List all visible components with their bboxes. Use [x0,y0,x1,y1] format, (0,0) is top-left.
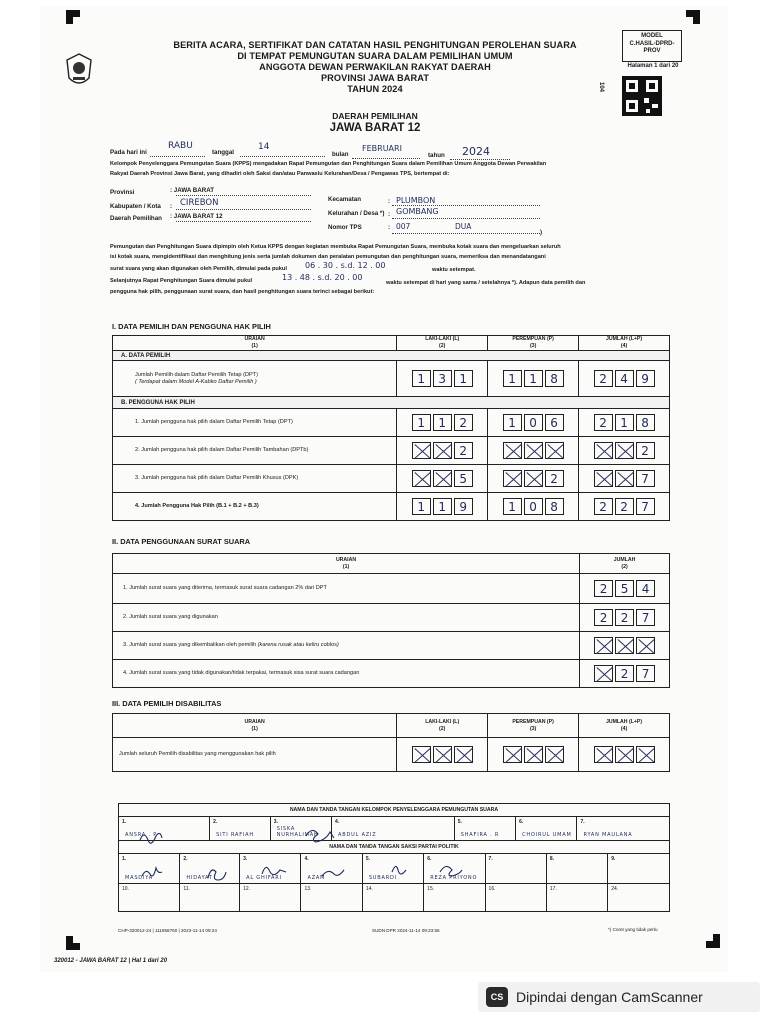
disability-table [112,713,670,772]
digit-box[interactable]: 1 [433,498,452,515]
digit-box[interactable] [433,442,452,459]
tahun-label: tahun [428,152,445,159]
tanggal-dots [240,156,325,157]
row-b2-laki[interactable] [397,442,487,459]
digit-box[interactable] [594,665,613,682]
table-row [113,604,670,632]
kecamatan-value[interactable]: PLUMBON [396,196,436,205]
kelurahan-dots [392,218,540,219]
row-b3-perempuan[interactable] [488,470,578,487]
digit-box[interactable]: 1 [433,414,452,431]
model-badge: MODEL C.HASIL-DPRD- PROV [622,30,682,62]
digit-box[interactable]: 2 [615,609,634,626]
hari-dots [150,156,205,157]
section-2-heading: II. DATA PENGGUNAAN SURAT SUARA [112,537,251,546]
digit-box[interactable] [524,470,543,487]
saksi-signature-2[interactable]: 2. HIDAYAT [180,854,240,884]
tahun-value[interactable]: 2024 [462,145,490,158]
kabupaten-colon: : [170,203,173,210]
row-b2-jumlah[interactable] [579,442,669,459]
saksi-signature-7[interactable]: 7. [485,854,546,884]
kpps-signature-3[interactable]: 3. SISKA NURHALIMAH [270,817,331,841]
digit-box[interactable]: 8 [545,498,564,515]
digit-box[interactable]: 4 [636,580,655,597]
camscanner-icon: CS [486,987,508,1007]
col-header-jumlah: JUMLAH (L+P) (4) [579,336,670,351]
digit-box[interactable] [615,442,634,459]
table-row [113,465,670,493]
digit-box[interactable]: 2 [615,665,634,682]
row-a1-laki[interactable] [397,370,487,387]
ballot-row-2-value[interactable] [580,609,669,626]
digit-box[interactable] [594,442,613,459]
table-row [113,574,670,604]
kecamatan-dots [392,205,540,206]
digit-box[interactable] [636,637,655,654]
body-line-2: isi kotak suara, mengidentifikasi dan menghitung jenis serta jumlah dokumen dan peralatan pemungutan dan penghitungan suara, memeriksa dan menandatangani [110,254,546,260]
saksi-signature-14[interactable]: 14. [362,884,423,912]
digit-box[interactable] [503,746,522,763]
saksi-signature-header: NAMA DAN TANDA TANGAN SAKSI PARTAI POLITIK [119,841,670,854]
digit-box[interactable] [433,746,452,763]
footer-mid: SUDN DPR 2024-11-14 09:23:56 [372,928,440,933]
saksi-signature-8[interactable]: 8. [546,854,607,884]
digit-box[interactable] [545,442,564,459]
saksi-signature-3[interactable]: 3. AL GHIFARI [240,854,301,884]
kelurahan-colon: : [388,211,391,218]
table-row [113,632,670,660]
digit-box[interactable]: 1 [615,414,634,431]
hari-value[interactable]: RABU [168,141,193,151]
registration-mark-bottom-left [66,936,80,950]
digit-box[interactable]: 1 [412,414,431,431]
row-b4-jumlah[interactable] [579,498,669,515]
page-footer: 320012 - JAWA BARAT 12 | Hal 1 dari 20 [54,958,168,964]
digit-box[interactable] [594,470,613,487]
digit-box[interactable] [615,470,634,487]
digit-box[interactable]: 3 [433,370,452,387]
row-a1-perempuan[interactable] [488,370,578,387]
row-a1-label: Jumlah Pemilih dalam Daftar Pemilih Tetap (DPT) ( Terdapat dalam Model A-Kabko Daftar Pemilih ) [113,361,397,397]
col-header-perempuan: PEREMPUAN (P) (3) [488,714,579,738]
digit-box[interactable] [454,746,473,763]
digit-box[interactable]: 2 [594,414,613,431]
digit-box[interactable]: 5 [454,470,473,487]
digit-box[interactable]: 7 [636,609,655,626]
body-line-4: Selanjutnya Rapat Penghitungan Suara dimulai pukul [110,278,253,284]
body-line-5: pengguna hak pilih, penggunaan surat suara, dan hasil penghitungan suara terinci sebagai berikut: [110,289,375,295]
voter-data-table [112,335,670,521]
provinsi-label: Provinsi [110,189,135,196]
bulan-value[interactable]: FEBRUARI [362,144,402,153]
kabupaten-label: Kabupaten / Kota [110,203,161,210]
kpps-signature-2[interactable]: 2. SITI RAFIAH [210,817,271,841]
col-header-uraian: URAIAN (1) [113,336,397,351]
electoral-district: DAERAH PEMILIHAN JAWA BARAT 12 [329,111,421,134]
digit-box[interactable] [412,746,431,763]
row-b1-perempuan[interactable] [488,414,578,431]
digit-box[interactable] [503,442,522,459]
ballot-row-4-label: 4. Jumlah surat suara yang tidak digunakan/tidak terpakai, termasuk sisa surat suara cadangan [113,660,580,688]
digit-box[interactable]: 4 [615,370,634,387]
disability-laki[interactable] [397,746,487,763]
digit-box[interactable]: 2 [636,442,655,459]
ballot-row-1-label: 1. Jumlah surat suara yang diterima, termasuk surat suara cadangan 2% dari DPT [113,574,580,604]
table-row [113,361,670,397]
row-b3-jumlah[interactable] [579,470,669,487]
table-row [113,738,670,772]
ballot-usage-table [112,553,670,688]
saksi-signature-17[interactable]: 17. [546,884,607,912]
registration-mark-top-right [686,10,700,24]
saksi-signature-11[interactable]: 11. [180,884,240,912]
start-time[interactable]: 06 . 30 . s.d. 12 . 00 [305,261,386,270]
digit-box[interactable]: 2 [594,498,613,515]
col-header-jumlah: JUMLAH (L+P) (4) [579,714,670,738]
digit-box[interactable] [594,637,613,654]
digit-box[interactable] [524,746,543,763]
digit-box[interactable]: 1 [412,498,431,515]
saksi-signature-9[interactable]: 9. [608,854,670,884]
ballot-row-1-value[interactable] [580,580,669,597]
subsection-b: B. PENGGUNA HAK PILIH [113,397,670,409]
hari-label: Pada hari ini [110,149,147,156]
ballot-row-3-label: 3. Jumlah surat suara yang dikembalikan oleh pemilih (karena rusak atau keliru coblos) [113,632,580,660]
digit-box[interactable]: 1 [454,370,473,387]
camscanner-watermark [478,982,760,1012]
digit-box[interactable]: 7 [636,470,655,487]
digit-box[interactable]: 2 [594,370,613,387]
table-row [113,493,670,521]
body-line-3: surat suara yang akan digunakan oleh Pemilih, dimulai pada pukul [110,266,287,272]
saksi-signature-5[interactable]: 5. SUBARDI [362,854,423,884]
saksi-signature-13[interactable]: 13. [301,884,362,912]
ballot-row-4-value[interactable] [580,665,669,682]
footer-left: CHP-320012-24 | 111958760 | 2023-11-14 09:24 [118,928,217,933]
saksi-signature-1[interactable]: 1. MASDIYA [119,854,180,884]
provinsi-dots [176,195,311,196]
row-b4-laki[interactable] [397,498,487,515]
bulan-dots [352,158,420,159]
qr-code-icon [622,76,662,116]
digit-box[interactable]: 2 [594,580,613,597]
ballot-row-2-label: 2. Jumlah surat suara yang digunakan [113,604,580,632]
row-b1-laki[interactable] [397,414,487,431]
kabupaten-value[interactable]: CIREBON [180,198,219,208]
digit-box[interactable]: 9 [636,370,655,387]
tanggal-label: tanggal [212,149,235,156]
camscanner-text: Dipindai dengan CamScanner [516,989,703,1005]
digit-box[interactable]: 2 [615,498,634,515]
dapil-dots [176,221,311,222]
digit-box[interactable]: 8 [636,414,655,431]
page-indicator: Halaman 1 dari 20 [627,63,679,69]
digit-box[interactable]: 2 [594,609,613,626]
digit-box[interactable]: 1 [524,370,543,387]
saksi-signature-15[interactable]: 15. [424,884,485,912]
saksi-signature-12[interactable]: 12. [240,884,301,912]
document-title: BERITA ACARA, SERTIFIKAT DAN CATATAN HASIL PENGHITUNGAN PEROLEHAN SUARA DI TEMPAT PEMUNGUTAN SUARA DALAM PEMILIHAN UMUM ANGGOTA DEWAN PERWAKILAN RAKYAT DAERAH PROVINSI JAWA BARAT TAHUN 2024 [173,40,577,94]
body-line-1: Pemungutan dan Penghitungan Suara dipimpin oleh Ketua KPPS dengan kegiatan membuka Rapat Pemungutan Suara, membuka kotak suara dan mengeluarkan seluruh [110,244,561,250]
digit-box[interactable]: 2 [454,442,473,459]
row-b3-laki[interactable] [397,470,487,487]
digit-box[interactable] [503,470,522,487]
digit-box[interactable]: 7 [636,498,655,515]
registration-mark-bottom-right [706,934,720,948]
col-header-uraian: URAIAN (1) [113,554,580,574]
row-a1-jumlah[interactable] [579,370,669,387]
row-b4-label: 4. Jumlah Pengguna Hak Pilih (B.1 + B.2 + B.3) [113,493,397,521]
kpps-signature-5[interactable]: 5. SHAFIRA . R [454,817,515,841]
dapil-label: Daerah Pemilihan [110,215,162,222]
saksi-signature-4[interactable]: 4. AZAM [301,854,362,884]
section-3-heading: III. DATA PEMILIH DISABILITAS [112,699,222,708]
col-header-uraian: URAIAN (1) [113,714,397,738]
count-time-suffix: waktu setempat di hari yang sama / setelahnya *). Adapun data pemilih dan [386,280,586,286]
tps-word[interactable]: DUA [455,222,472,231]
digit-box[interactable]: 8 [545,370,564,387]
tps-number[interactable]: 007 [396,222,411,231]
kpps-signature-7[interactable]: 7. RYAN MAULANA [577,817,670,841]
bulan-label: bulan [332,151,349,158]
provinsi-value: : JAWA BARAT [170,187,214,194]
col-header-perempuan: PEREMPUAN (P) (3) [488,336,579,351]
kpps-signature-4[interactable]: 4. ABDUL AZIZ [332,817,455,841]
digit-box[interactable]: 0 [524,498,543,515]
row-b4-perempuan[interactable] [488,498,578,515]
digit-box[interactable]: 0 [524,414,543,431]
saksi-signature-6[interactable]: 6. REZA PRIYONO [424,854,485,884]
digit-box[interactable]: 5 [615,580,634,597]
section-1-heading: I. DATA PEMILIH DAN PENGGUNA HAK PILIH [112,322,271,331]
kabupaten-dots [176,209,311,210]
intro-line-1: Kelompok Penyelenggara Pemungutan Suara (KPPS) mengadakan Rapat Pemungutan dan Penghitungan Suara dalam Pemilihan Umum Anggota Dewan Perwakilan [110,161,547,167]
subsection-a: A. DATA PEMILIH [113,351,670,361]
tps-close-paren: ) [540,229,543,236]
digit-box[interactable] [615,637,634,654]
digit-box[interactable]: 7 [636,665,655,682]
table-row [113,409,670,437]
saksi-signature-10[interactable]: 10. [119,884,180,912]
digit-box[interactable]: 1 [503,414,522,431]
saksi-signature-16[interactable]: 16. [485,884,546,912]
col-header-laki: LAKI-LAKI (L) (2) [397,714,488,738]
digit-box[interactable]: 6 [545,414,564,431]
digit-box[interactable] [433,470,452,487]
digit-box[interactable] [412,470,431,487]
digit-box[interactable] [636,746,655,763]
table-row [113,437,670,465]
kecamatan-colon: : [388,198,391,205]
kpu-logo [64,52,94,90]
table-row [113,660,670,688]
footer-note: *) Coret yang tidak perlu [608,927,658,932]
digit-box[interactable] [412,442,431,459]
kpps-signature-header: NAMA DAN TANDA TANGAN KELOMPOK PENYELENGGARA PEMUNGUTAN SUARA [119,804,670,817]
start-time-suffix: waktu setempat. [432,267,476,273]
tps-colon: : [388,224,391,231]
tanggal-value[interactable]: 14 [258,142,270,152]
disability-perempuan[interactable] [488,746,578,763]
digit-box[interactable]: 2 [545,470,564,487]
row-b2-perempuan[interactable] [488,442,578,459]
digit-box[interactable]: 1 [503,370,522,387]
col-header-laki: LAKI-LAKI (L) (2) [397,336,488,351]
ballot-row-3-value[interactable] [580,637,669,654]
kelurahan-value[interactable]: GOMBANG [396,207,439,216]
row-b3-label: 3. Jumlah pengguna hak pilih dalam Daftar Pemilih Khusus (DPK) [113,465,397,493]
digit-box[interactable] [524,442,543,459]
registration-mark-top-left [66,10,80,24]
kecamatan-label: Kecamatan [328,196,362,203]
count-time[interactable]: 13 . 48 . s.d. 20 . 00 [282,273,363,282]
digit-box[interactable]: 9 [454,498,473,515]
dapil-value: : JAWA BARAT 12 [170,213,223,220]
disability-jumlah[interactable] [579,746,669,763]
row-b1-label: 1. Jumlah pengguna hak pilih dalam Daftar Pemilih Tetap (DPT) [113,409,397,437]
tps-label: Nomor TPS [328,224,362,231]
digit-box[interactable] [545,746,564,763]
intro-line-2: Rakyat Daerah Provinsi Jawa Barat, yang dihadiri oleh Saksi dan/atau Panwaslu Kelurahan/Desa / Pengawas TPS, bertempat di: [110,171,450,177]
kelurahan-label: Kelurahan / Desa *) [328,210,385,217]
digit-box[interactable] [594,746,613,763]
saksi-signature-24[interactable]: 24. [608,884,670,912]
col-header-jumlah: JUMLAH (2) [580,554,670,574]
disability-row-label: Jumlah seluruh Pemilih disabilitas yang menggunakan hak pilih [113,738,397,772]
qr-code-label: 104 [598,82,604,93]
kpps-signature-6[interactable]: 6. CHOIRUL UMAM [516,817,577,841]
row-b1-jumlah[interactable] [579,414,669,431]
digit-box[interactable] [615,746,634,763]
digit-box[interactable]: 1 [412,370,431,387]
kpps-signature-1[interactable]: 1. ANSRA . P [119,817,210,841]
signature-table [118,803,670,912]
digit-box[interactable]: 2 [454,414,473,431]
row-b2-label: 2. Jumlah pengguna hak pilih dalam Daftar Pemilih Tambahan (DPTb) [113,437,397,465]
digit-box[interactable]: 1 [503,498,522,515]
tps-dots [392,233,540,234]
